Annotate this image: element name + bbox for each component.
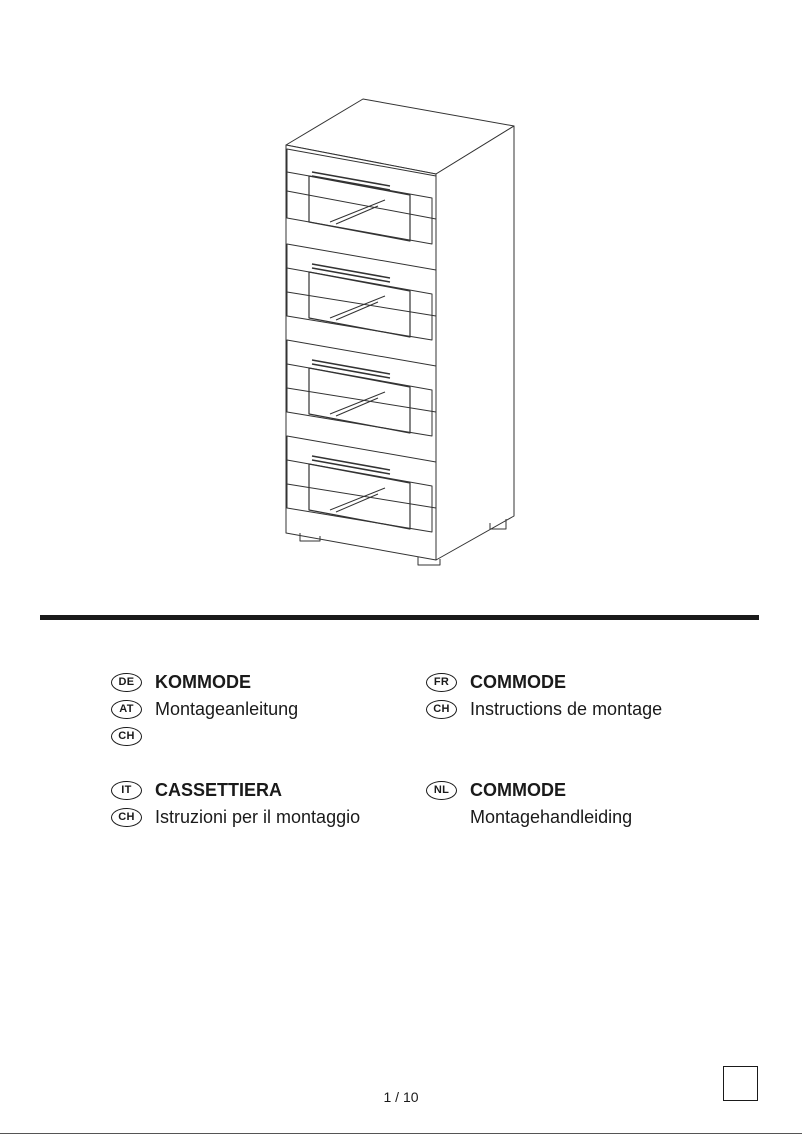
section-divider (40, 615, 759, 620)
instructions-subtitle: Montagehandleiding (470, 806, 633, 827)
product-title: KOMMODE (155, 671, 251, 692)
cabinet-side (436, 126, 514, 560)
corner-box (723, 1066, 758, 1101)
instructions-subtitle: Istruzioni per il montaggio (155, 806, 361, 827)
language-badge: NL (426, 781, 457, 800)
product-title: COMMODE (470, 779, 566, 800)
page-number: 1 / 10 (383, 1089, 419, 1105)
language-badge: CH (111, 727, 142, 746)
language-badge: IT (111, 781, 142, 800)
language-badge: DE (111, 673, 142, 692)
language-badge: FR (426, 673, 457, 692)
instructions-subtitle: Montageanleitung (155, 698, 299, 719)
language-badge: CH (426, 700, 457, 719)
language-badge: AT (111, 700, 142, 719)
language-badge: CH (111, 808, 142, 827)
product-title: COMMODE (470, 671, 566, 692)
product-title: CASSETTIERA (155, 779, 283, 800)
bottom-rule (0, 1133, 802, 1134)
instructions-subtitle: Instructions de montage (470, 698, 663, 719)
